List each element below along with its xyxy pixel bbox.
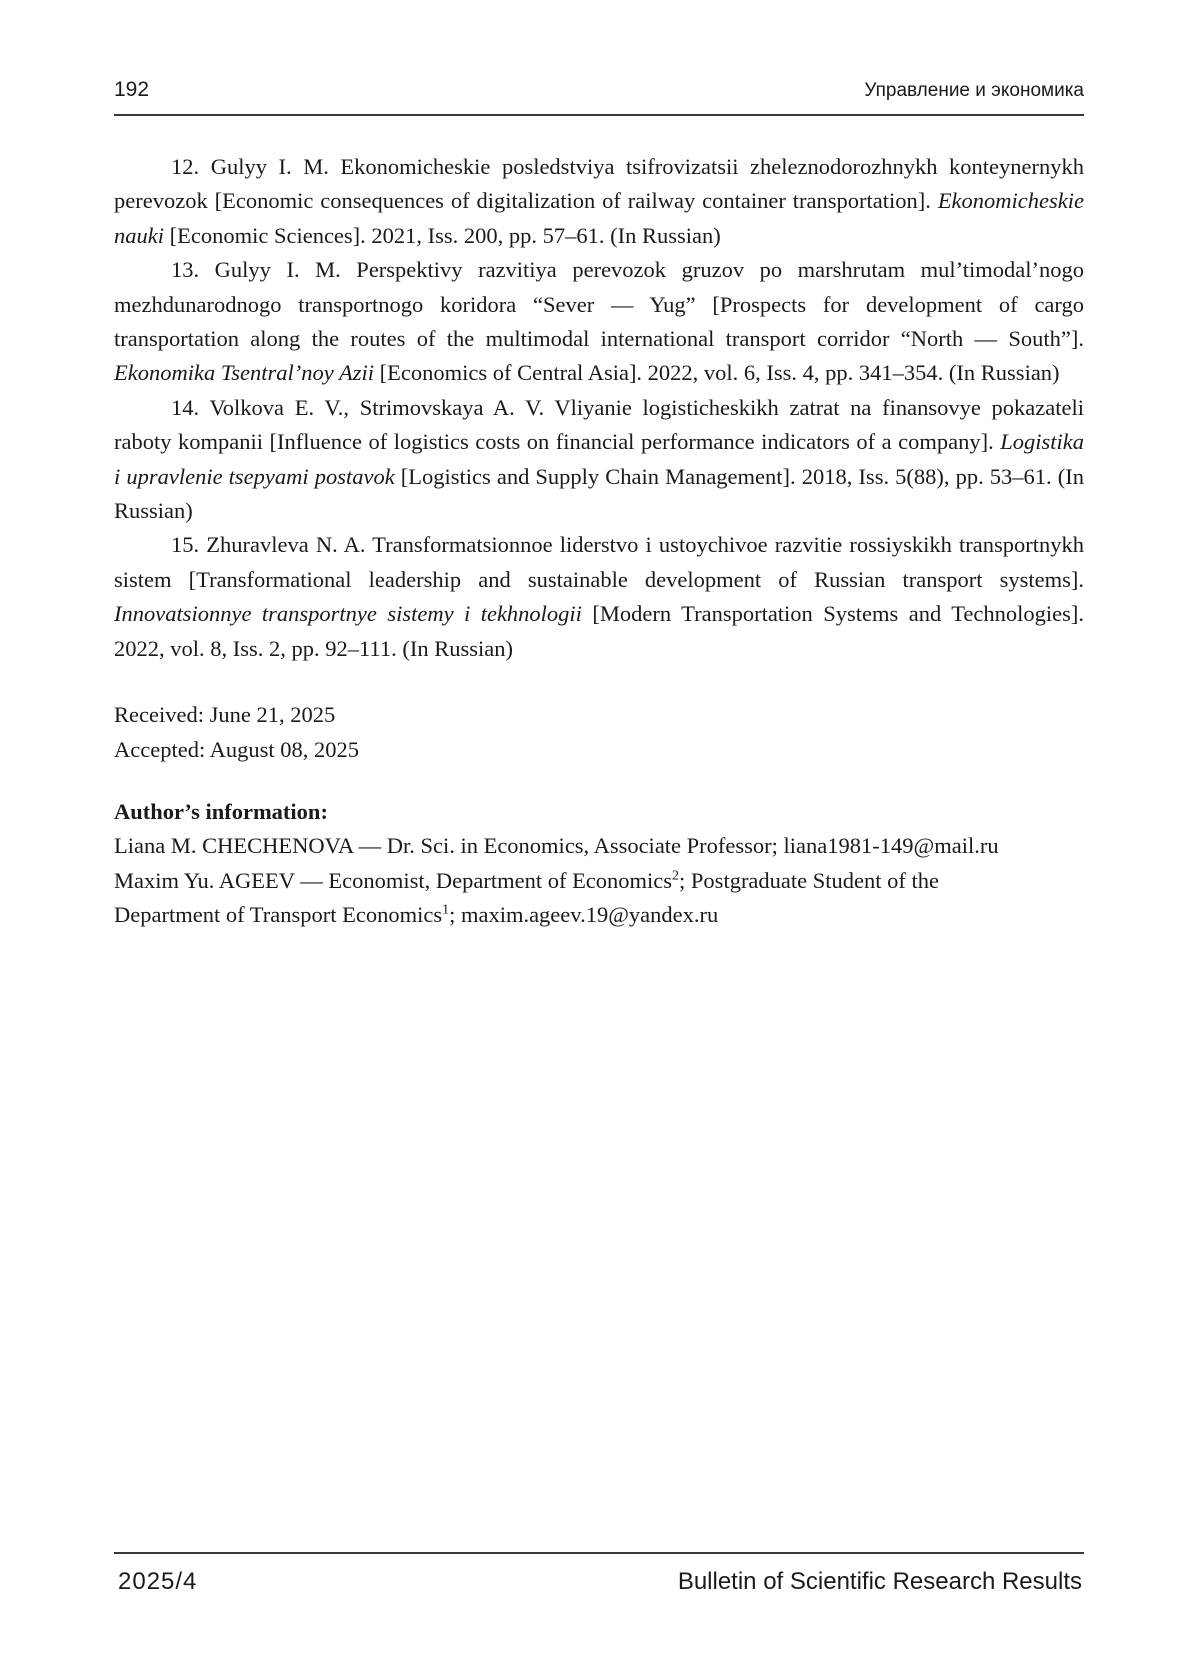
reference-text: Volkova E. V., Strimovskaya A. V. Vliyanie logisticheskikh zatrat na finansovye pokazateli raboty kompanii [Influence of logistics costs on financial performance indicators of a company].: [114, 394, 1085, 455]
author-ageev: [114, 864, 1084, 933]
reference-number: 13.: [171, 257, 200, 283]
page-header: [114, 76, 1084, 116]
reference-details: [Economic Sciences]. 2021, Iss. 200, pp. 57–61. (In Russian): [164, 222, 721, 248]
reference-15: [114, 528, 1084, 666]
author-info-heading: Author’s information:: [114, 798, 328, 824]
author-chechenova: Liana M. CHECHENOVA — Dr. Sci. in Economics, Associate Professor; liana1981-149@mail.ru: [114, 833, 999, 859]
author-ageev-text: ; maxim.ageev.19@yandex.ru: [449, 902, 719, 928]
reference-text: Zhuravleva N. A. Transformatsionnoe liderstvo i ustoychivoe razvitie rossiyskikh transportnykh sistem [Transformational leadership and sustainable development of Russian transport systems].: [114, 532, 1084, 592]
author-ageev-text: Maxim Yu. AGEEV — Economist, Department of Economics: [114, 867, 673, 893]
page-body: [114, 150, 1084, 933]
reference-14: [114, 391, 1084, 529]
received-date: Received: June 21, 2025: [114, 702, 336, 728]
reference-12: [114, 150, 1084, 253]
reference-text: Gulyy I. M. Ekonomicheskie posledstviya tsifrovizatsii zheleznodorozhnykh konteynernykh perevozok [Economic consequences of digitalization of railway container transportation].: [114, 154, 1085, 214]
accepted-date: Accepted: August 08, 2025: [114, 736, 359, 762]
page-footer: [114, 1552, 1084, 1614]
affiliation-marker: 2: [672, 868, 680, 884]
reference-journal: Logistika i upravlenie tsepyami postavok: [114, 429, 1084, 489]
article-dates: [114, 698, 1084, 767]
reference-13: [114, 253, 1084, 391]
reference-number: 14.: [171, 394, 200, 420]
journal-title: Bulletin of Scientific Research Results: [677, 1568, 1082, 1595]
reference-text: Gulyy I. M. Perspektivy razvitiya perevozok gruzov po marshrutam mul’timodal’nogo mezhdunarodnogo transportnogo koridora “Sever — Yug” [Prospects for development of cargo transportation along the routes of the multimodal international transport corridor “North — South”].: [114, 257, 1084, 352]
affiliation-marker: 1: [442, 902, 450, 918]
author-ageev-text: Department of Transport Economics: [114, 902, 443, 928]
issue-number: 2025/4: [118, 1568, 198, 1595]
page-number: 192: [114, 78, 150, 101]
reference-number: 12.: [171, 154, 200, 179]
reference-journal: Ekonomicheskie nauki: [114, 188, 1084, 248]
reference-journal: Ekonomika Tsentral’noy Azii: [114, 360, 374, 386]
author-information: [114, 795, 1084, 933]
reference-journal: Innovatsionnye transportnye sistemy i tekhnologii: [114, 601, 582, 627]
running-title: Управление и экономика: [864, 80, 1084, 101]
reference-details: [Economics of Central Asia]. 2022, vol. 6, Iss. 4, pp. 341–354. (In Russian): [374, 360, 1060, 386]
author-ageev-text: ; Postgraduate Student of the: [679, 867, 940, 893]
reference-list: [114, 150, 1084, 666]
reference-details: [Modern Transportation Systems and Technologies]. 2022, vol. 8, Iss. 2, pp. 92–111. (In Russian): [114, 601, 1084, 661]
reference-details: [Logistics and Supply Chain Management]. 2018, Iss. 5(88), pp. 53–61. (In Russian): [114, 463, 1084, 524]
reference-number: 15.: [171, 532, 200, 558]
